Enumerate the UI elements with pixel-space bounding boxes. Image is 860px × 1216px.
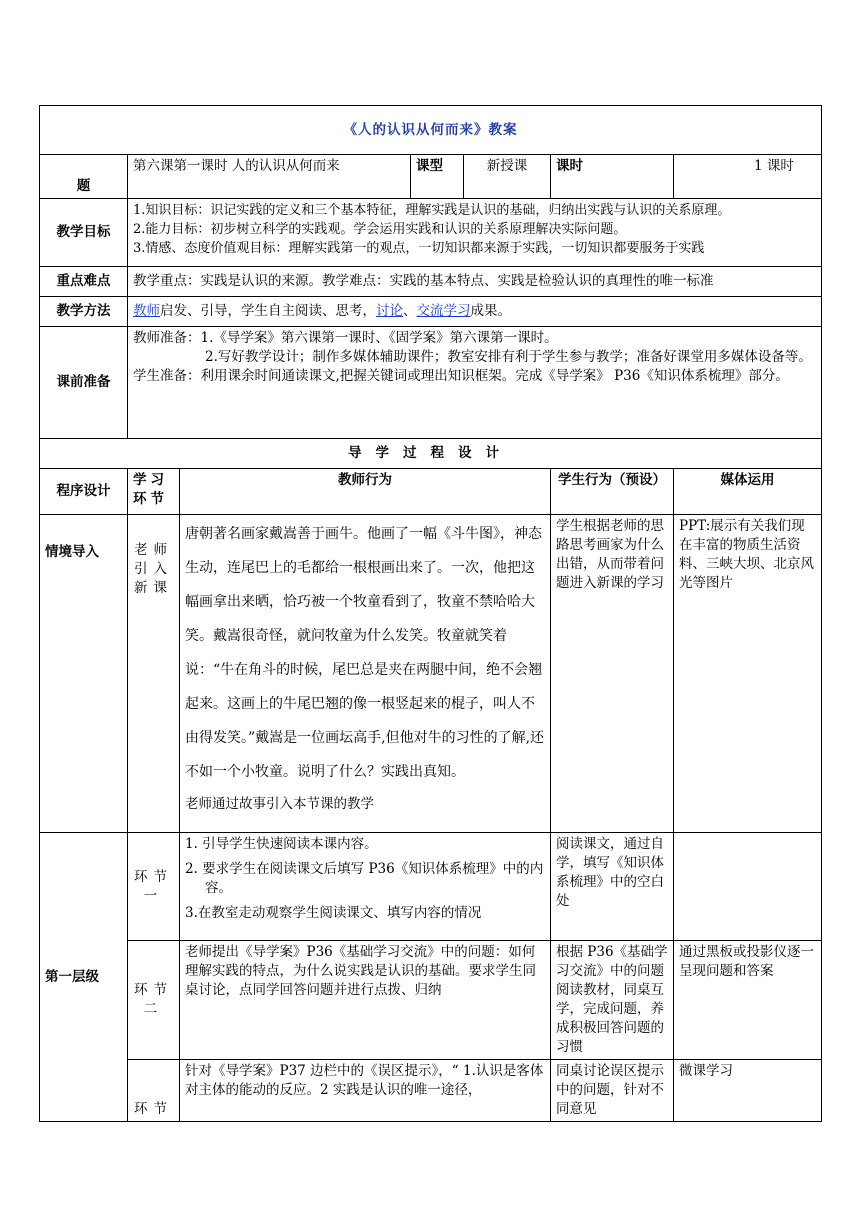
process-title: 导学过程设计 <box>40 439 822 469</box>
methods-text: 启发、引导，学生自主阅读、思考， <box>160 303 376 319</box>
level1-step1: 环节一 <box>128 833 180 941</box>
col-media: 媒体运用 <box>674 469 822 515</box>
methods-label: 教学方法 <box>40 297 128 327</box>
intro-media: PPT:展示有关我们现在丰富的物质生活资料、三峡大坝、北京风光等图片 <box>674 515 822 833</box>
lesson-plan-table <box>39 105 822 1122</box>
keypoints-content: 教学重点：实践是认识的来源。教学难点：实践的基本特点、实践是检验认识的真理性的唯一标准 <box>128 267 822 297</box>
discussion-link[interactable]: 讨论 <box>376 303 403 319</box>
topic-value: 第六课第一课时 人的认识从何而来 <box>128 155 411 199</box>
hours-label: 课时 <box>551 155 674 199</box>
goals-label: 教学目标 <box>40 199 128 267</box>
goal-item: 1.知识目标：识记实践的定义和三个基本特征，理解实践是认识的基础，归纳出实践与认识的关系原理。 <box>133 203 731 218</box>
level1-step2: 环节二 <box>128 941 180 1060</box>
step1-item: 2. 要求学生在阅读课文后填写 P36《知识体系梳理》中的内容。 <box>185 861 544 896</box>
level1-step2-media: 通过黑板或投影仪逐一呈现问题和答案 <box>674 941 822 1060</box>
page-title: 《人的认识从何而来》教案 <box>40 106 822 155</box>
level1-step3: 环节 <box>128 1060 180 1122</box>
step1-item: 1. 引导学生快速阅读本课内容。 <box>185 836 378 852</box>
teacher-prep-1: 教师准备：1.《导学案》第六课第一课时、《固学案》第六课第一课时。 <box>133 330 558 346</box>
intro-program: 情境导入 <box>40 515 128 833</box>
level1-step1-student: 阅读课文，通过自学，填写《知识体系梳理》中的空白处 <box>551 833 674 941</box>
goals-content <box>128 199 822 267</box>
exchange-learning-link[interactable]: 交流学习 <box>416 303 471 319</box>
col-student: 学生行为（预设） <box>551 469 674 515</box>
methods-content <box>128 297 822 327</box>
goal-item: 3.情感、态度价值观目标：理解实践第一的观点，一切知识都来源于实践，一切知识都要服务于实践 <box>133 241 705 256</box>
prep-content <box>128 327 822 439</box>
level1-step2-student: 根据 P36《基础学习交流》中的问题阅读教材，同桌互学，完成问题，养成积极回答问题的习惯 <box>551 941 674 1060</box>
topic-label: 题 <box>40 155 128 199</box>
intro-story: 唐朝著名画家戴嵩善于画牛。他画了一幅《斗牛图》，神态生动，连尾巴上的毛都给一根根画出来了。一次，他把这幅画拿出来晒，恰巧被一个牧童看到了，牧童不禁哈哈大笑。戴嵩很奇怪，就问牧童为什么发笑。牧童就笑着说：“牛在角斗的时候，尾巴总是夹在两腿中间，绝不会翘起来。这画上的牛尾巴翘的像一根竖起来的棍子，叫人不由得发笑。”戴嵩是一位画坛高手,但他对牛的习性的了解,还不如一个小牧童。说明了什么？实践出真知。 <box>185 526 545 780</box>
type-value: 新授课 <box>464 155 551 199</box>
col-teacher: 教师行为 <box>180 469 551 515</box>
methods-separator: 、 <box>403 303 417 319</box>
level1-step1-teacher <box>180 833 551 941</box>
level1-step3-teacher: 针对《导学案》P37 边栏中的《误区提示》，“ 1.认识是客体对主体的能动的反应。2 实践是认识的唯一途径， <box>180 1060 551 1122</box>
intro-student: 学生根据老师的思路思考画家为什么出错，从而带着问题进入新课的学习 <box>551 515 674 833</box>
level1-step2-teacher: 老师提出《导学案》P36《基础学习交流》中的问题：如何理解实践的特点，为什么说实践是认识的基础。要求学生同桌讨论，点同学回答问题并进行点拨、归纳 <box>180 941 551 1060</box>
level1-step3-student: 同桌讨论误区提示中的问题，针对不同意见 <box>551 1060 674 1122</box>
col-step: 学习环节 <box>128 469 180 515</box>
goal-item: 2.能力目标：初步树立科学的实践观。学会运用实践和认识的关系原理解决实际问题。 <box>133 222 627 237</box>
intro-note: 老师通过故事引入本节课的教学 <box>185 796 374 812</box>
teacher-prep-2: 2.写好教学设计；制作多媒体辅助课件；教室安排有利于学生参与教学；准备好课堂用多媒体设备等。 <box>205 349 812 365</box>
col-program: 程序设计 <box>40 469 128 515</box>
student-prep: 学生准备：利用课余时间通读课文,把握关键词或理出知识框架。完成《导学案》 P36《知识体系梳理》部分。 <box>133 368 789 384</box>
level1-program: 第一层级 <box>40 833 128 1122</box>
intro-teacher <box>180 515 551 833</box>
methods-text-end: 成果。 <box>470 303 511 319</box>
level1-step1-media <box>674 833 822 941</box>
intro-step: 老师引入新课 <box>128 515 180 833</box>
keypoints-label: 重点难点 <box>40 267 128 297</box>
teacher-link[interactable]: 教师 <box>133 303 160 319</box>
level1-step3-media: 微课学习 <box>674 1060 822 1122</box>
step1-item: 3.在教室走动观察学生阅读课文、填写内容的情况 <box>185 905 482 921</box>
prep-label: 课前准备 <box>40 327 128 439</box>
hours-value: 1 课时 <box>674 155 822 199</box>
type-label: 课型 <box>411 155 464 199</box>
